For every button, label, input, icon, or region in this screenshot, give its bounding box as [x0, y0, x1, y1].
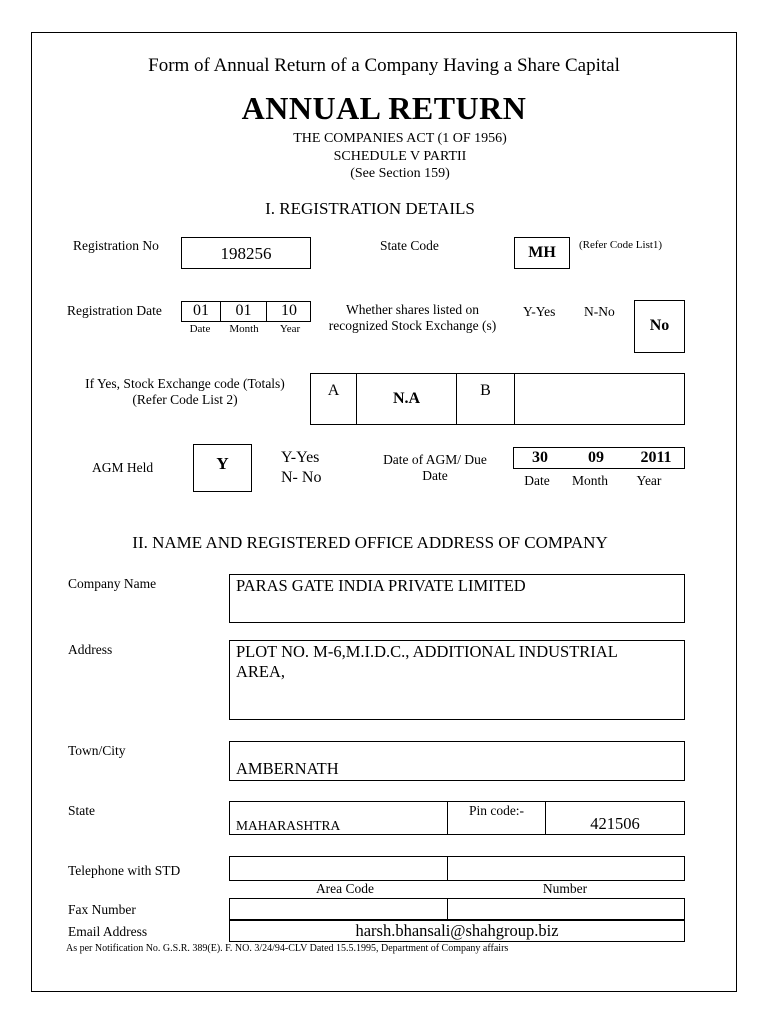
state-code-field[interactable] [514, 237, 570, 269]
fax-field[interactable] [229, 898, 685, 920]
agm-held-field[interactable] [193, 444, 252, 492]
agm-sub-month: Month [571, 473, 608, 488]
town-value: AMBERNATH [236, 759, 339, 778]
telephone-label: Telephone with STD [68, 863, 181, 878]
fax-label: Fax Number [68, 902, 136, 917]
col-b-label: B [480, 382, 491, 399]
email-value: harsh.bhansali@shahgroup.biz [355, 921, 559, 940]
agm-date-field[interactable] [513, 447, 685, 469]
agm-sub-date: Date [524, 473, 550, 488]
col-a-label: A [327, 382, 340, 399]
state-pin-row [229, 801, 685, 835]
table-divider [514, 374, 515, 424]
registration-no-field[interactable] [181, 237, 311, 269]
reg-date-sub-date: Date [189, 323, 211, 335]
shares-listed-value: No [649, 317, 670, 334]
col-a-value[interactable]: N.A [392, 390, 421, 407]
section-line: (See Section 159) [350, 166, 450, 181]
number-label: Number [542, 881, 588, 896]
agm-held-label: AGM Held [92, 460, 154, 475]
email-field[interactable] [229, 920, 685, 942]
no-option-label: N-No [584, 304, 615, 319]
registration-no-value: 198256 [220, 244, 272, 263]
state-label: State [68, 803, 95, 818]
company-name-field[interactable] [229, 574, 685, 623]
fax-divider [447, 899, 448, 919]
stock-exchange-label: If Yes, Stock Exchange code (Totals) (Refer Code List 2) [85, 376, 285, 407]
reg-date-sub-year: Year [279, 323, 301, 335]
reg-date-day: 01 [193, 302, 209, 319]
company-name-label: Company Name [68, 576, 157, 591]
registration-date-label: Registration Date [67, 303, 162, 318]
section2-heading: II. NAME AND REGISTERED OFFICE ADDRESS OF COMPANY [132, 533, 608, 552]
agm-held-value: Y [216, 454, 229, 473]
telephone-divider [447, 857, 448, 880]
agm-yes-option: Y-Yes [281, 449, 320, 466]
shares-listed-label: Whether shares listed on recognized Stock Exchange (s) [328, 302, 497, 333]
reg-date-sub-month: Month [229, 323, 259, 335]
address-line1: PLOT NO. M-6,M.I.D.C., ADDITIONAL INDUSTRIAL [236, 642, 618, 661]
stock-exchange-table [310, 373, 685, 425]
pin-label: Pin code:- [468, 803, 525, 818]
state-value[interactable]: MAHARASHTRA [236, 818, 341, 833]
agm-date-year: 2011 [640, 449, 672, 466]
state-code-label: State Code [380, 238, 439, 253]
town-label: Town/City [68, 743, 126, 758]
main-title: ANNUAL RETURN [241, 90, 527, 126]
shares-listed-field[interactable] [634, 300, 685, 353]
company-name-value: PARAS GATE INDIA PRIVATE LIMITED [236, 576, 526, 595]
section1-heading: I. REGISTRATION DETAILS [265, 199, 475, 218]
registration-date-field[interactable] [181, 301, 311, 322]
act-line: THE COMPANIES ACT (1 OF 1956) [293, 131, 507, 146]
town-field[interactable] [229, 741, 685, 781]
reg-date-year: 10 [281, 302, 297, 319]
pin-value[interactable]: 421506 [590, 814, 640, 833]
email-label: Email Address [68, 924, 148, 939]
footer-notification: As per Notification No. G.S.R. 389(E). F. NO. 3/24/94-CLV Dated 15.5.1995, Department of Company affairs [66, 943, 509, 954]
schedule-line: SCHEDULE V PARTII [333, 149, 467, 164]
state-code-value: MH [528, 244, 556, 261]
state-code-note: (Refer Code List1) [579, 239, 663, 251]
registration-no-label: Registration No [73, 238, 159, 253]
agm-sub-year: Year [636, 473, 662, 488]
agm-date-day: 30 [532, 449, 548, 466]
form-title: Form of Annual Return of a Company Having a Share Capital [148, 55, 620, 76]
yes-option-label: Y-Yes [523, 304, 556, 319]
address-label: Address [68, 642, 113, 657]
agm-no-option: N- No [281, 469, 322, 486]
address-line2: AREA, [236, 662, 286, 681]
agm-date-month: 09 [588, 449, 604, 466]
telephone-field [229, 856, 685, 881]
address-field[interactable] [229, 640, 685, 720]
agm-date-label: Date of AGM/ Due Date [383, 452, 487, 483]
reg-date-month: 01 [235, 302, 252, 319]
area-code-label: Area Code [315, 881, 375, 896]
